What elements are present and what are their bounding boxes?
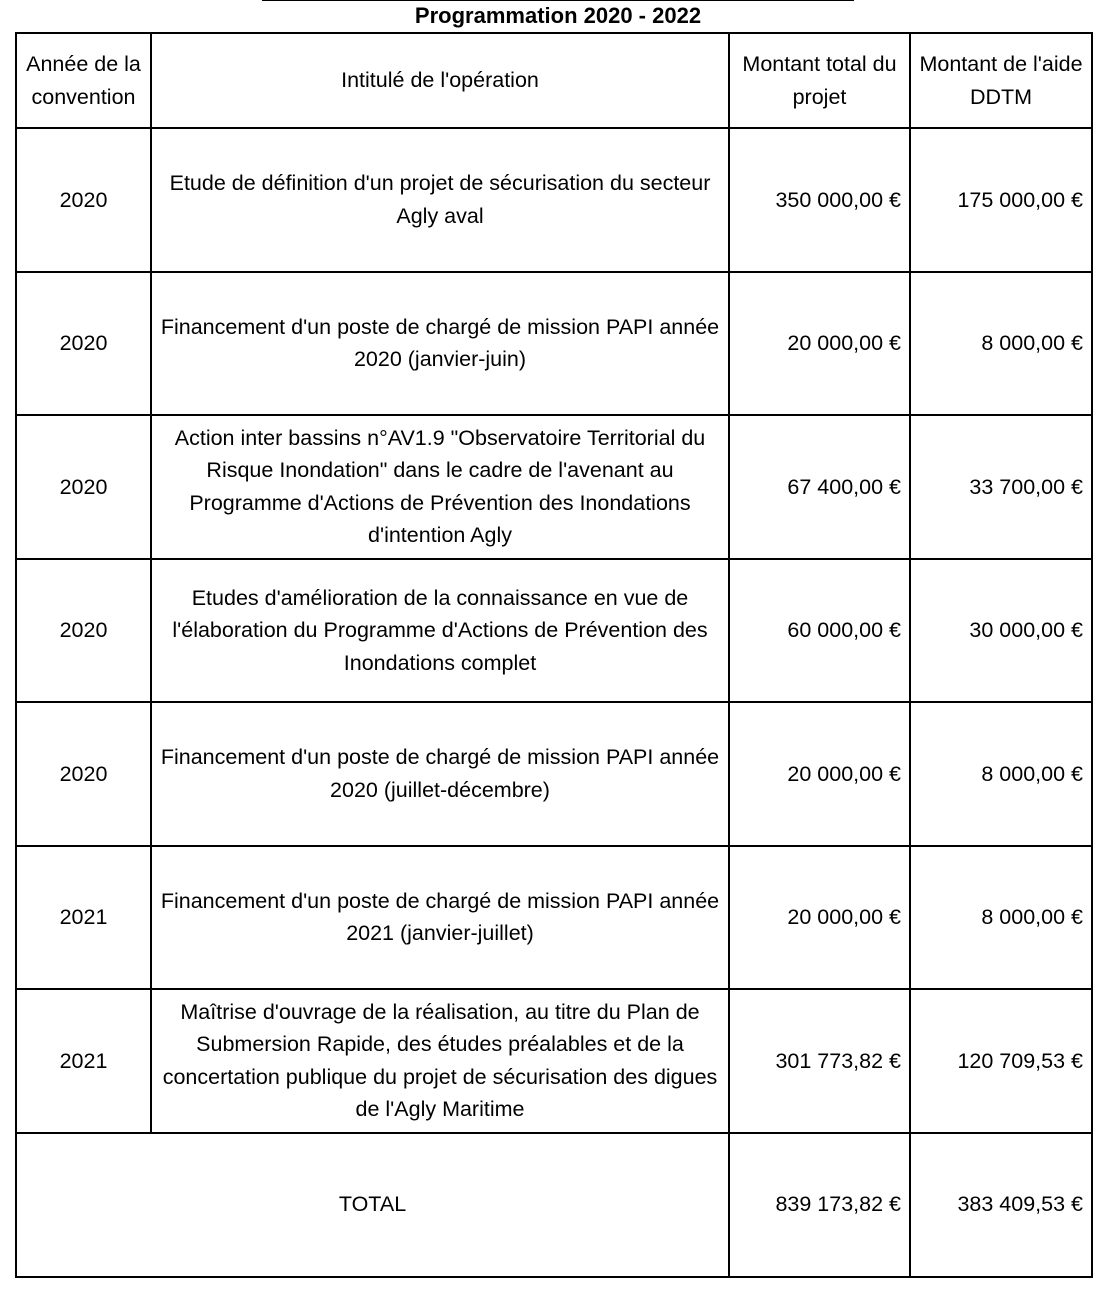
total-project-amount: 839 173,82 € <box>729 1133 910 1277</box>
cell-title: Financement d'un poste de chargé de mission PAPI année 2020 (janvier-juin) <box>151 272 729 416</box>
cell-total-amount: 67 400,00 € <box>729 415 910 559</box>
table-row <box>16 846 1092 990</box>
programmation-table <box>15 32 1093 1278</box>
cell-total-amount: 20 000,00 € <box>729 846 910 990</box>
cell-aid-amount: 120 709,53 € <box>910 989 1092 1133</box>
cell-year: 2020 <box>16 272 151 416</box>
cell-year: 2020 <box>16 415 151 559</box>
cell-year: 2020 <box>16 702 151 846</box>
cell-aid-amount: 8 000,00 € <box>910 702 1092 846</box>
cell-year: 2021 <box>16 846 151 990</box>
cell-title: Financement d'un poste de chargé de mission PAPI année 2021 (janvier-juillet) <box>151 846 729 990</box>
header-aid-amount: Montant de l'aide DDTM <box>910 33 1092 128</box>
title-rule <box>262 0 854 1</box>
cell-total-amount: 301 773,82 € <box>729 989 910 1133</box>
cell-year: 2020 <box>16 128 151 272</box>
table-row <box>16 989 1092 1133</box>
header-title: Intitulé de l'opération <box>151 33 729 128</box>
cell-total-amount: 350 000,00 € <box>729 128 910 272</box>
cell-title: Etude de définition d'un projet de sécurisation du secteur Agly aval <box>151 128 729 272</box>
cell-aid-amount: 8 000,00 € <box>910 272 1092 416</box>
cell-title: Maîtrise d'ouvrage de la réalisation, au titre du Plan de Submersion Rapide, des études préalables et de la concertation publique du projet de sécurisation des digues de l'Agly Maritime <box>151 989 729 1133</box>
cell-aid-amount: 8 000,00 € <box>910 846 1092 990</box>
cell-total-amount: 60 000,00 € <box>729 559 910 703</box>
total-label: TOTAL <box>16 1133 729 1277</box>
header-total-amount: Montant total du projet <box>729 33 910 128</box>
table-row <box>16 559 1092 703</box>
table-row <box>16 128 1092 272</box>
table-row <box>16 272 1092 416</box>
cell-title: Financement d'un poste de chargé de mission PAPI année 2020 (juillet-décembre) <box>151 702 729 846</box>
document-title: Programmation 2020 - 2022 <box>414 3 702 28</box>
cell-title: Action inter bassins n°AV1.9 "Observatoire Territorial du Risque Inondation" dans le cadre de l'avenant au Programme d'Actions de Prévention des Inondations d'intention Agly <box>151 415 729 559</box>
cell-year: 2021 <box>16 989 151 1133</box>
cell-aid-amount: 175 000,00 € <box>910 128 1092 272</box>
table-row <box>16 415 1092 559</box>
cell-aid-amount: 33 700,00 € <box>910 415 1092 559</box>
cell-aid-amount: 30 000,00 € <box>910 559 1092 703</box>
table-row <box>16 702 1092 846</box>
header-row <box>16 33 1092 128</box>
total-row <box>16 1133 1092 1277</box>
cell-total-amount: 20 000,00 € <box>729 702 910 846</box>
header-year: Année de la convention <box>16 33 151 128</box>
cell-total-amount: 20 000,00 € <box>729 272 910 416</box>
total-aid-amount: 383 409,53 € <box>910 1133 1092 1277</box>
cell-title: Etudes d'amélioration de la connaissance en vue de l'élaboration du Programme d'Actions de Prévention des Inondations complet <box>151 559 729 703</box>
cell-year: 2020 <box>16 559 151 703</box>
